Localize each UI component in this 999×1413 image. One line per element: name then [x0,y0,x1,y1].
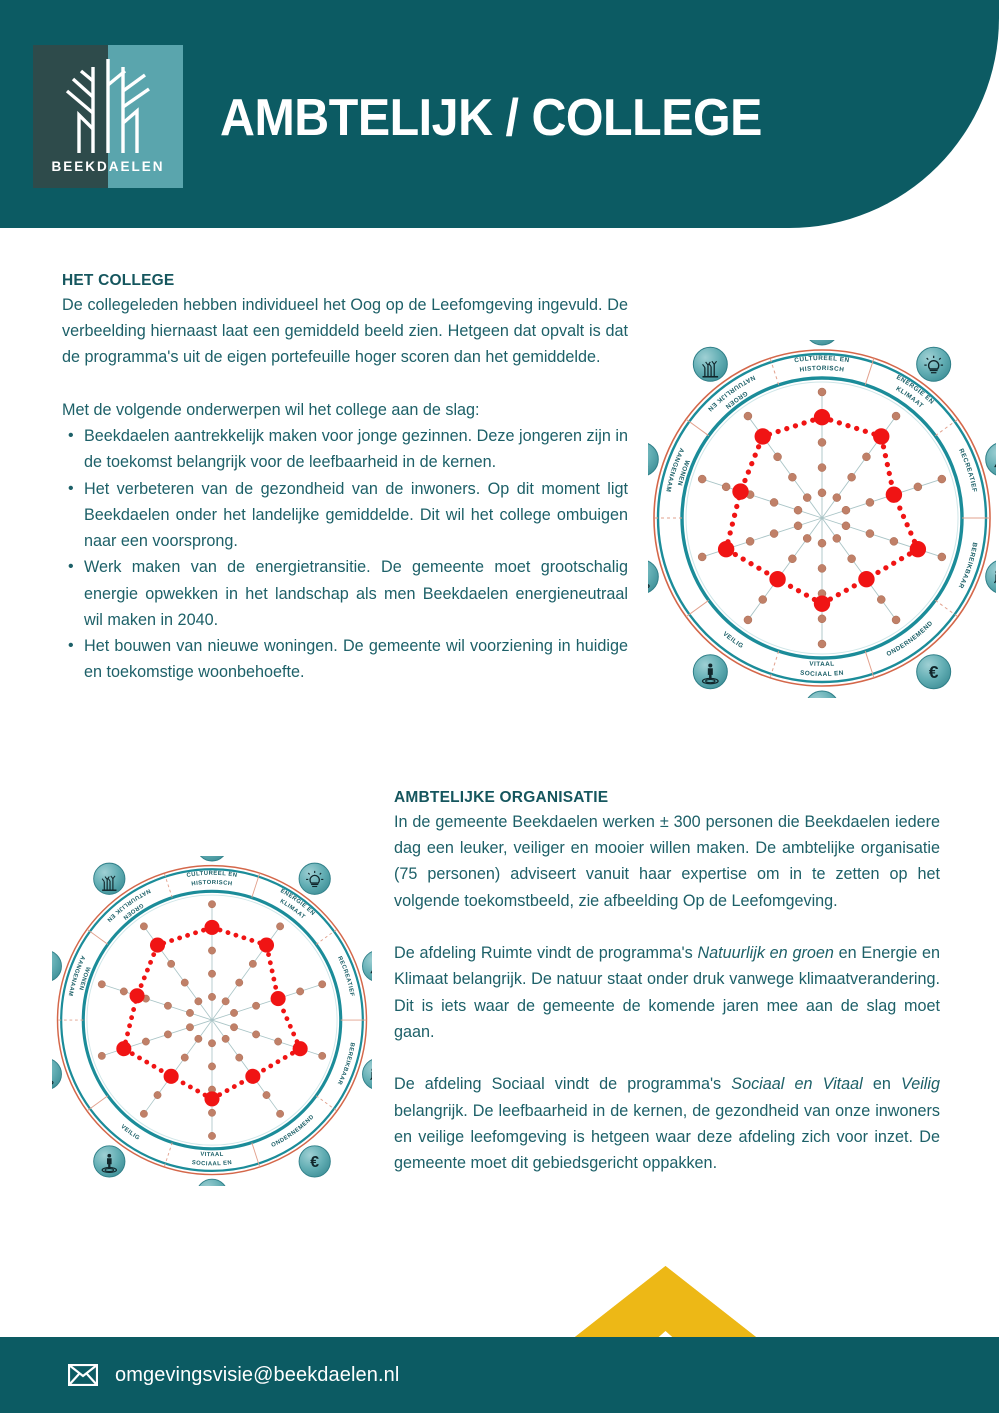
page-header [0,0,999,228]
house-icon [52,950,61,981]
page-title: AMBTELIJK / COLLEGE [220,89,762,147]
left-text-column [62,272,628,686]
svg-text:WONEN: WONEN [675,458,691,487]
tent-icon [363,950,372,981]
para3-emphasis-veilig: Veilig [901,1075,940,1094]
person-alert-icon [693,655,727,689]
person-alert-icon [94,1146,125,1177]
svg-text:KLIMAAT: KLIMAAT [278,898,307,921]
para3-text-b: en [862,1075,901,1094]
plants-icon [693,347,727,381]
house-icon [648,442,658,476]
svg-text:ONDERNEMEND: ONDERNEMEND [270,1114,316,1149]
para2-text-a: De afdeling Ruimte vindt de programma's [394,944,698,963]
svg-text:CULTUREEL EN: CULTUREEL EN [793,354,851,365]
svg-text:VITAAL: VITAAL [809,660,835,669]
para3-text-a: De afdeling Sociaal vindt de programma's [394,1075,732,1094]
beekdaelen-logo [33,45,183,188]
svg-text:ENERGIE EN: ENERGIE EN [279,888,316,918]
svg-text:GROEN: GROEN [723,389,749,411]
svg-text:HISTORISCH: HISTORISCH [799,364,845,374]
list-item: • Werk maken van de energietransitie. De gemeente moet grootschalig energie opwekken in het landschap als men Beekdaelen energieneutraal wil maken in 2040. [84,554,628,633]
svg-text:SOCIAAL EN: SOCIAAL EN [191,1159,233,1168]
svg-text:RECREATIEF: RECREATIEF [336,955,355,998]
statue-icon [52,1058,61,1089]
para3-emphasis-sociaal-en-vitaal: Sociaal en Vitaal [731,1075,863,1094]
radar-chart-svg [648,340,996,698]
svg-text:WONEN: WONEN [77,965,91,991]
lightbulb-icon [299,863,330,894]
svg-text:GROEN: GROEN [121,901,145,921]
svg-text:€: € [928,661,939,682]
svg-text:NATUURLIJK EN: NATUURLIJK EN [105,887,152,923]
radar-chart-college [648,340,996,698]
footer-contact [68,1337,399,1413]
list-item: • Beekdaelen aantrekkelijk maken voor jonge gezinnen. Deze jongeren zijn in de toekomst belangrijk voor de leefbaarheid in de kernen. [84,423,628,475]
people-icon [196,1179,227,1186]
het-college-leadin: Met de volgende onderwerpen wil het college aan de slag: [62,400,480,419]
svg-text:AANGENAAM: AANGENAAM [664,446,686,493]
para3-text-c: belangrijk. De leefbaarheid in de kernen, de gezondheid van onze inwoners en veilige leefomgeving is hetgeen waar deze afdeling zich voor inzet. De gemeente moet dit gebiedsgericht oppakken. [394,1101,940,1173]
ambtelijke-organisatie-para-3 [394,1071,940,1176]
radar-chart-svg [52,856,372,1186]
het-college-heading: HET COLLEGE [62,272,175,289]
statue-icon [648,560,658,594]
logo-wordmark: BEEKDAELEN [51,159,165,174]
list-item: • Het bouwen van nieuwe woningen. De gemeente wil voorziening in huidige en toekomstige woonbehoefte. [84,633,628,685]
svg-text:KLIMAAT: KLIMAAT [894,385,925,410]
svg-text:VITAAL: VITAAL [200,1151,224,1159]
radar-chart-ambtelijk [52,856,372,1186]
plants-icon [94,863,125,894]
het-college-intro: De collegeleden hebben individueel het Oog op de Leefomgeving ingevuld. De verbeelding hiernaast laat een gemiddeld beeld zien. Hetgeen dat opvalt is dat de programma's uit de eigen portefeuille hoger scoren dan het gemiddelde. [62,296,628,367]
para2-emphasis-natuurlijk-en-groen: Natuurlijk en groen [697,944,834,963]
euro-icon [917,655,951,689]
tent-icon [986,442,996,476]
svg-text:NATUURLIJK EN: NATUURLIJK EN [706,373,757,413]
mobility-icon [986,560,996,594]
footer-email-link[interactable]: omgevingsvisie@beekdaelen.nl [115,1363,400,1386]
para2-text-b: en Energie en Klimaat belangrijk. De natuur staat onder druk vanwege klimaatverandering. Dit is iets waar de gemeente de komende jaren mee aan de slag moet gaan. [394,944,940,1041]
svg-text:ENERGIE EN: ENERGIE EN [895,374,936,406]
svg-text:SOCIAAL EN: SOCIAAL EN [799,669,845,679]
mobility-icon [363,1058,372,1089]
svg-text:BEREIKBAAR: BEREIKBAAR [335,1041,355,1086]
svg-text:AANGENAAM: AANGENAAM [66,954,86,997]
people-icon [805,691,839,698]
envelope-icon [68,1364,98,1386]
svg-text:HISTORISCH: HISTORISCH [191,879,233,888]
svg-text:RECREATIEF: RECREATIEF [957,447,978,494]
svg-text:ONDERNEMEND: ONDERNEMEND [885,619,935,658]
svg-text:CULTUREEL EN: CULTUREEL EN [186,870,238,879]
lightbulb-icon [917,347,951,381]
het-college-bullet-list [62,423,628,685]
ambtelijke-organisatie-para-2 [394,940,940,1045]
svg-text:VEILIG: VEILIG [119,1123,141,1142]
page-footer [0,1337,999,1413]
list-item: • Het verbeteren van de gezondheid van de inwoners. Op dit moment ligt Beekdaelen onder het landelijke gemiddelde. Dit wil het college ombuigen naar een voorsprong. [84,476,628,555]
right-text-column [394,789,940,1176]
svg-text:VEILIG: VEILIG [721,630,745,651]
tower-icon [805,340,839,345]
tower-icon [196,856,227,861]
ambtelijke-organisatie-para-1: In de gemeente Beekdaelen werken ± 300 personen die Beekdaelen iedere dag een leuker, veiliger en mooier willen maken. De ambtelijke organisatie (75 personen) adviseert vanuit haar expertise om in te zetten op het volgende toekomstbeeld, zie afbeelding Op de Leefomgeving. [394,813,940,910]
svg-text:BEREIKBAAR: BEREIKBAAR [956,541,979,590]
euro-icon [299,1146,330,1177]
svg-text:€: € [310,1154,320,1172]
ambtelijke-organisatie-heading: AMBTELIJKE ORGANISATIE [394,789,609,806]
